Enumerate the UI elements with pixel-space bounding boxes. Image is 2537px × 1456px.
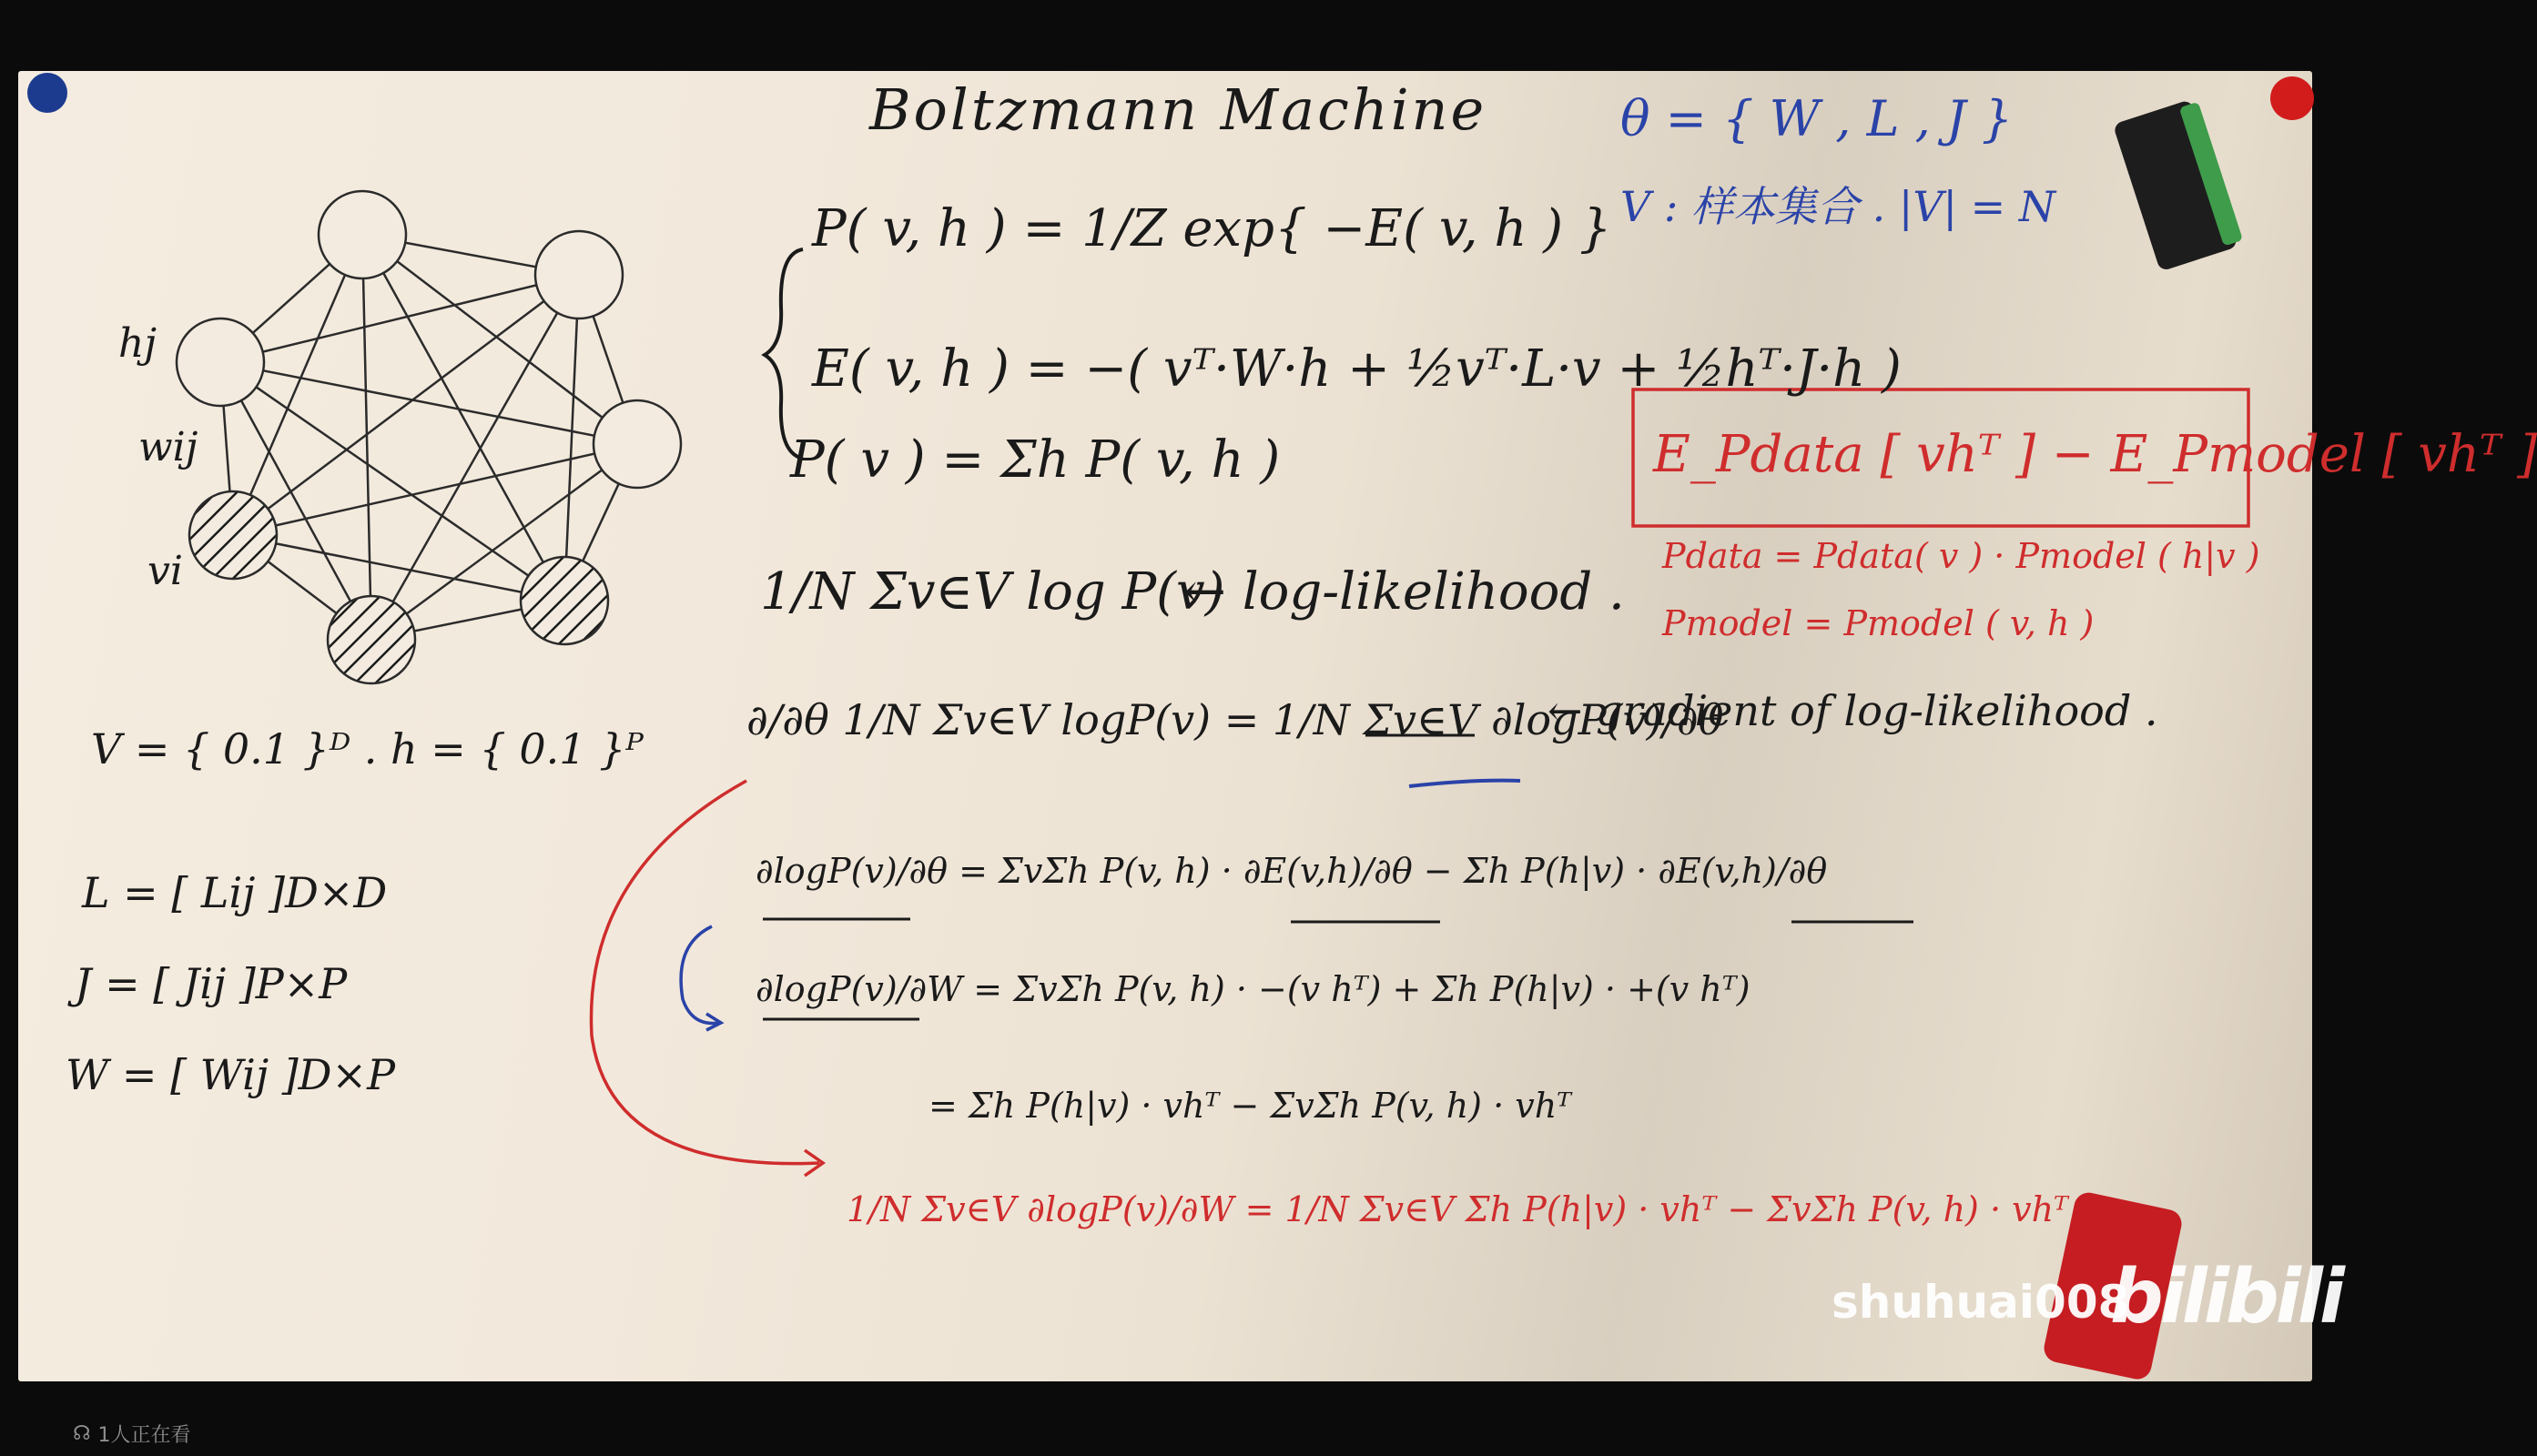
graph-edge (564, 275, 579, 601)
board-title: Boltzmann Machine (869, 76, 1487, 143)
hidden-node (594, 400, 681, 488)
label-hj: hj (118, 320, 157, 367)
eq-deriv-w2: = Σh P(h|v) · vhᵀ − ΣvΣh P(v, h) · vhᵀ (929, 1086, 1572, 1126)
label-vi: vi (147, 548, 183, 594)
viewer-count (73, 1420, 191, 1448)
blue-curl-arrow (681, 926, 719, 1023)
pmodel-def: Pmodel = Pmodel ( v, h ) (1662, 603, 2095, 643)
visible-node (328, 596, 415, 683)
hidden-node (535, 231, 623, 318)
eraser-icon (2113, 97, 2245, 272)
def-L: L = [ Lij ]D×D (82, 868, 388, 917)
eq-deriv-theta: ∂logP(v)/∂θ = ΣvΣh P(v, h) · ∂E(v,h)/∂θ − Σh P(h|v) · ∂E(v,h)/∂θ (756, 851, 1828, 891)
boltzmann-graph (177, 191, 681, 683)
viewer-count-text: 1人正在看 (97, 1424, 191, 1447)
blue-magnet-icon (27, 73, 67, 113)
viewer-icon: ☊ (73, 1422, 91, 1445)
eq-marginal: P( v ) = Σh P( v, h ) (790, 430, 1281, 490)
gradient-label: ← gradient of log-likelihood . (1548, 686, 2158, 735)
whiteboard (18, 71, 2537, 1381)
graph-edge (220, 275, 579, 362)
eq-energy: E( v, h ) = −( vᵀ·W·h + ½vᵀ·L·v + ½hᵀ·J·h ) (812, 339, 1902, 399)
visible-node (189, 491, 277, 579)
label-wij: wij (138, 424, 198, 470)
def-J: J = [ Jij ]P×P (75, 959, 348, 1008)
def-vh: V = { 0.1 }ᴰ . h = { 0.1 }ᴾ (91, 724, 644, 774)
player-footer (0, 1381, 2330, 1456)
visible-node (521, 557, 608, 644)
params-theta: θ = { W , L , J } (1620, 90, 2014, 147)
eq-deriv-w: ∂logP(v)/∂W = ΣvΣh P(v, h) · −(v hᵀ) + Σh P(h|v) · +(v hᵀ) (756, 969, 1751, 1009)
bilibili-logo: bilibili (2110, 1254, 2342, 1340)
hidden-node (177, 318, 264, 406)
pdata-def: Pdata = Pdata( v ) · Pmodel ( h|v ) (1662, 536, 2260, 576)
eq-final: 1/N Σv∈V ∂logP(v)/∂W = 1/N Σv∈V Σh P(h|v) · vhᵀ − ΣvΣh P(v, h) · vhᵀ (847, 1189, 2069, 1229)
red-magnet-icon (2270, 76, 2314, 120)
watermark-user: shuhuai008 (1832, 1276, 2130, 1329)
eq-gradient: ∂/∂θ 1/N Σv∈V logP(v) = 1/N Σv∈V ∂logP(v)/∂θ (746, 695, 1724, 744)
def-W: W = [ Wij ]D×P (66, 1050, 396, 1099)
graph-edge (362, 235, 564, 601)
brace (765, 249, 803, 459)
sample-set: V : 样本集合 . |V| = N (1620, 182, 2056, 231)
hidden-node (319, 191, 406, 278)
expectation-diff: E_Pdata [ vhᵀ ] − E_Pmodel [ vhᵀ ] (1653, 425, 2537, 484)
eq-joint: P( v, h ) = 1/Z exp{ −E( v, h ) } (812, 199, 1612, 258)
eq-loglik: 1/N Σv∈V log P(v) (760, 562, 1225, 622)
loglik-label: ← log-likelihood . (1183, 562, 1625, 622)
underline (1409, 781, 1520, 786)
